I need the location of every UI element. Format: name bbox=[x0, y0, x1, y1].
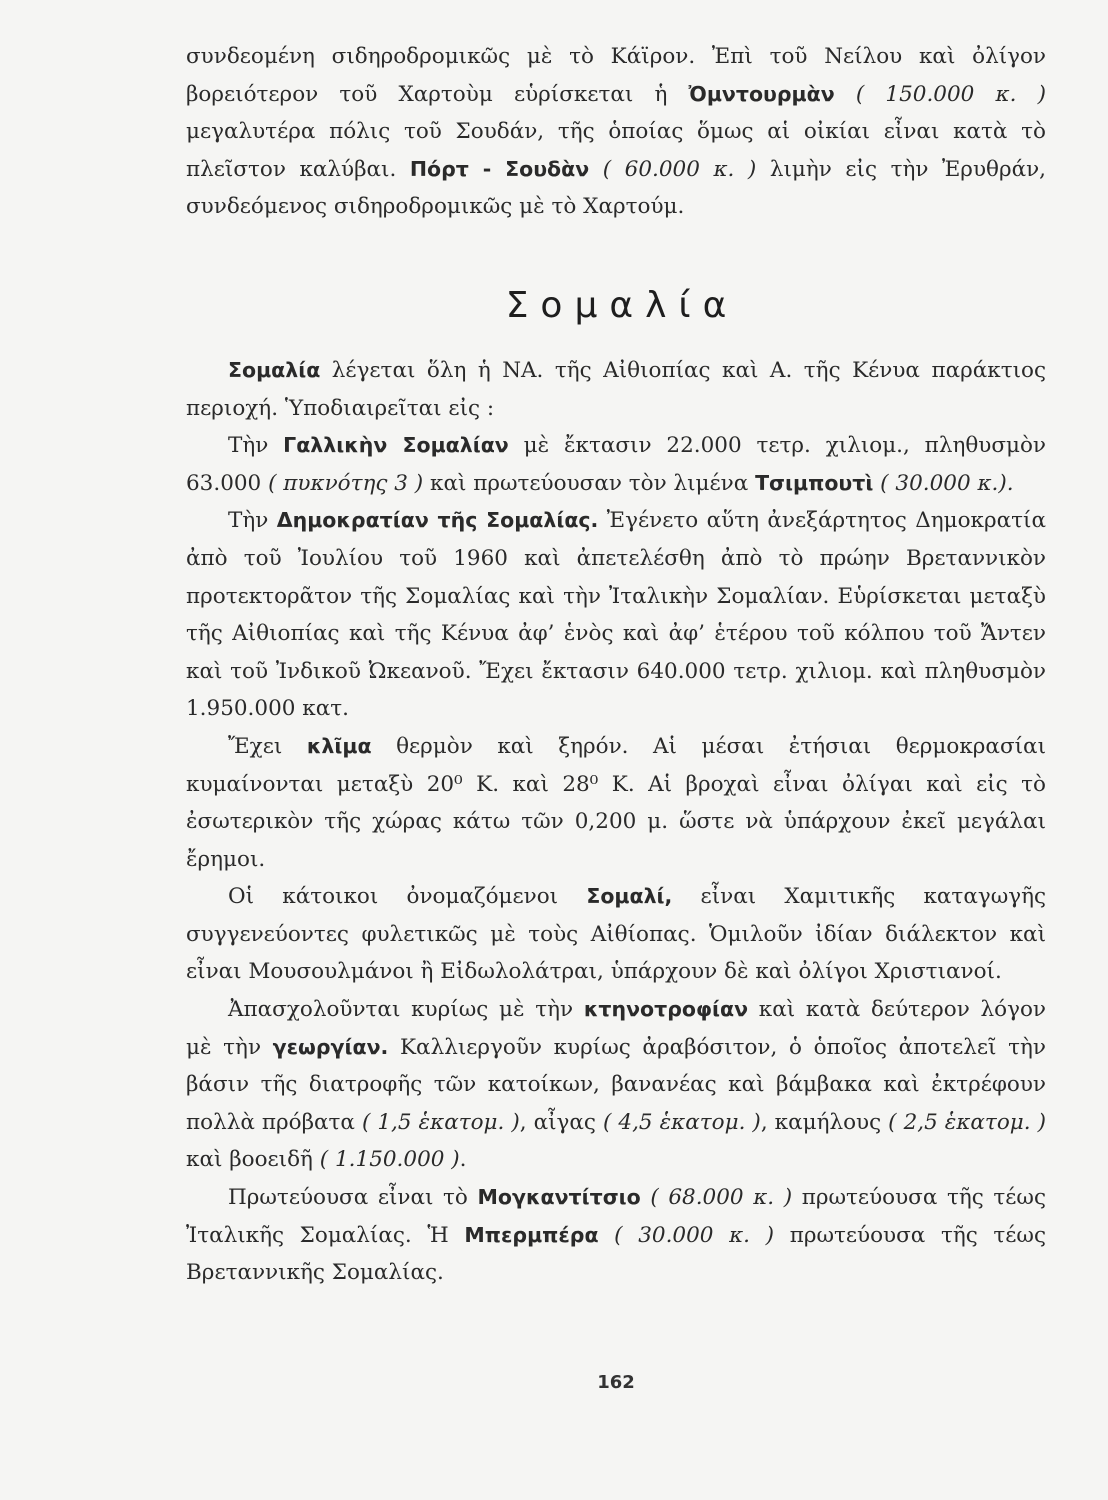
people-paragraph bbox=[186, 878, 1046, 991]
term-livestock: κτηνοτροφίαν bbox=[583, 997, 749, 1022]
text-run: καὶ βοοειδῆ bbox=[186, 1147, 320, 1173]
city-berbera: Μπερμπέρα bbox=[464, 1222, 599, 1247]
economy-paragraph bbox=[186, 991, 1046, 1179]
somali-republic-paragraph bbox=[186, 502, 1046, 728]
capital-paragraph bbox=[186, 1179, 1046, 1292]
text-run: Ἀπασχολοῦνται κυρίως μὲ τὴν bbox=[228, 997, 584, 1023]
text-run: πρωτεύουσα τῆς τέως Ἰταλικῆς Σομαλίας. Ἡ bbox=[186, 1185, 1046, 1248]
page-number: 162 bbox=[597, 1372, 635, 1393]
text-run: καὶ κατὰ δεύτερον λόγον μὲ τὴν bbox=[186, 997, 1046, 1060]
term-agriculture: γεωργίαν. bbox=[272, 1034, 389, 1059]
sudan-continuation-paragraph bbox=[186, 38, 1046, 226]
term-somali-republic: Δημοκρατίαν τῆς Σομαλίας. bbox=[276, 508, 599, 533]
text-run: Τὴν bbox=[228, 508, 277, 534]
text-run: μεγαλυτέρα πόλις τοῦ Σουδάν, τῆς ὁποίας ὅμως αἱ οἰκίαι εἶναι κατὰ τὸ πλεῖστον καλύβαι. bbox=[186, 119, 1046, 182]
camels-count: ( 2,5 ἑκατομ. ) bbox=[888, 1109, 1046, 1135]
text-run: , καμήλους bbox=[760, 1109, 889, 1135]
city-port-sudan: Πόρτ - Σουδὰν bbox=[409, 156, 590, 181]
text-run: Καλλιεργοῦν κυρίως ἀραβόσιτον, ὁ ὁποῖος ἀποτελεῖ τὴν βάσιν τῆς διατροφῆς τῶν κατοίκων, βανανέας καὶ βάμβακα καὶ ἐκτρέφουν πολλὰ πρόβατα bbox=[186, 1034, 1046, 1135]
berbera-population: ( 30.000 κ. ) bbox=[598, 1222, 790, 1248]
port-sudan-population: ( 60.000 κ. ) bbox=[589, 156, 770, 182]
text-run: Ἐγένετο αὕτη ἀνεξάρτητος Δημοκρατία ἀπὸ τοῦ Ἰουλίου τοῦ 1960 καὶ ἀπετελέσθη ἀπὸ τὸ πρώην Βρεταννικὸν προτεκτορᾶτον τῆς Σομαλίας καὶ τὴν Ἰταλικὴν Σομαλίαν. Εὑρίσκεται μεταξὺ τῆς Αἰθιοπίας καὶ τῆς Κένυα ἀφ’ ἑνὸς καὶ ἀφ’ ἑτέρου τοῦ κόλπου τοῦ Ἄντεν καὶ τοῦ Ἰνδικοῦ Ὠκεανοῦ. Ἔχει ἔκτασιν 640.000 τετρ. χιλιομ. καὶ πληθυσμὸν 1.950.000 κατ. bbox=[186, 508, 1046, 722]
city-mogadishu: Μογκαντίτσιο bbox=[477, 1185, 641, 1210]
page-body bbox=[186, 38, 1046, 1292]
climate-paragraph bbox=[186, 728, 1046, 878]
city-djibouti: Τσιμπουτὶ bbox=[755, 470, 874, 495]
french-somaliland-paragraph bbox=[186, 427, 1046, 502]
population-density: ( πυκνότης 3 ) bbox=[268, 470, 424, 496]
term-french-somaliland: Γαλλικὴν Σομαλίαν bbox=[283, 433, 509, 458]
text-run: καὶ πρωτεύουσαν τὸν λιμένα bbox=[423, 470, 756, 496]
sheep-count: ( 1,5 ἑκατομ. ) bbox=[361, 1109, 520, 1135]
text-run: Οἱ κάτοικοι ὀνομαζόμενοι bbox=[228, 884, 587, 910]
text-run: θερμὸν καὶ ξηρόν. Αἱ μέσαι ἐτήσιαι θερμοκρασίαι κυμαίνονται μεταξὺ 20⁰ Κ. καὶ 28⁰ Κ. Αἱ βροχαὶ εἶναι ὀλίγαι καὶ εἰς τὸ ἐσωτερικὸν τῆς χώρας κάτω τῶν 0,200 μ. ὥστε νὰ ὑπάρχουν ἐκεῖ μεγάλαι ἔρημοι. bbox=[186, 733, 1047, 872]
text-run: πρωτεύουσα τῆς τέως Βρεταννικῆς Σομαλίας. bbox=[186, 1222, 1047, 1286]
text-run: λιμὴν εἰς τὴν Ἐρυθράν, συνδεόμενος σιδηροδρομικῶς μὲ τὸ Χαρτούμ. bbox=[186, 156, 1047, 220]
city-omdurman: Ὀμντουρμὰν bbox=[688, 81, 835, 106]
mogadishu-population: ( 68.000 κ. ) bbox=[640, 1185, 802, 1211]
term-somali-people: Σομαλί, bbox=[586, 884, 673, 909]
text-run: . bbox=[459, 1147, 467, 1173]
text-run: Ἔχει bbox=[228, 733, 307, 759]
text-run: Πρωτεύουσα εἶναι τὸ bbox=[228, 1185, 478, 1211]
omdurman-population: ( 150.000 κ. ) bbox=[834, 81, 1046, 107]
goats-count: ( 4,5 ἑκατομ. ) bbox=[603, 1109, 761, 1135]
text-run: συνδεομένη σιδηροδρομικῶς μὲ τὸ Κάϊρον. Ἐπὶ τοῦ Νείλου καὶ ὀλίγον βορειότερον τοῦ Χαρτοὺμ εὑρίσκεται ἡ bbox=[186, 44, 1046, 107]
text-run: Τὴν bbox=[228, 433, 284, 459]
text-run: , αἶγας bbox=[519, 1109, 603, 1135]
somalia-intro-paragraph bbox=[186, 352, 1046, 427]
cattle-count: ( 1.150.000 ) bbox=[319, 1147, 460, 1173]
section-heading-somalia: Σομαλία bbox=[505, 284, 739, 326]
term-climate: κλῖμα bbox=[306, 733, 372, 758]
text-run: εἶναι Χαμιτικῆς καταγωγῆς συγγενεύοντες φυλετικῶς μὲ τοὺς Αἰθίοπας. Ὁμιλοῦν ἰδίαν διάλεκτον καὶ εἶναι Μουσουλμάνοι ἢ Εἰδωλολάτραι, ὑπάρχουν δὲ καὶ ὀλίγοι Χριστιανοί. bbox=[186, 884, 1046, 985]
djibouti-population: ( 30.000 κ.). bbox=[880, 470, 1014, 496]
term-somalia: Σομαλία bbox=[228, 357, 321, 382]
text-run: μὲ ἔκτασιν 22.000 τετρ. χιλιομ., πληθυσμὸν 63.000 bbox=[186, 433, 1046, 496]
text-run: λέγεται ὅλη ἡ ΝΑ. τῆς Αἰθιοπίας καὶ Α. τῆς Κένυα παράκτιος περιοχή. Ὑποδιαιρεῖται εἰς : bbox=[186, 357, 1046, 421]
